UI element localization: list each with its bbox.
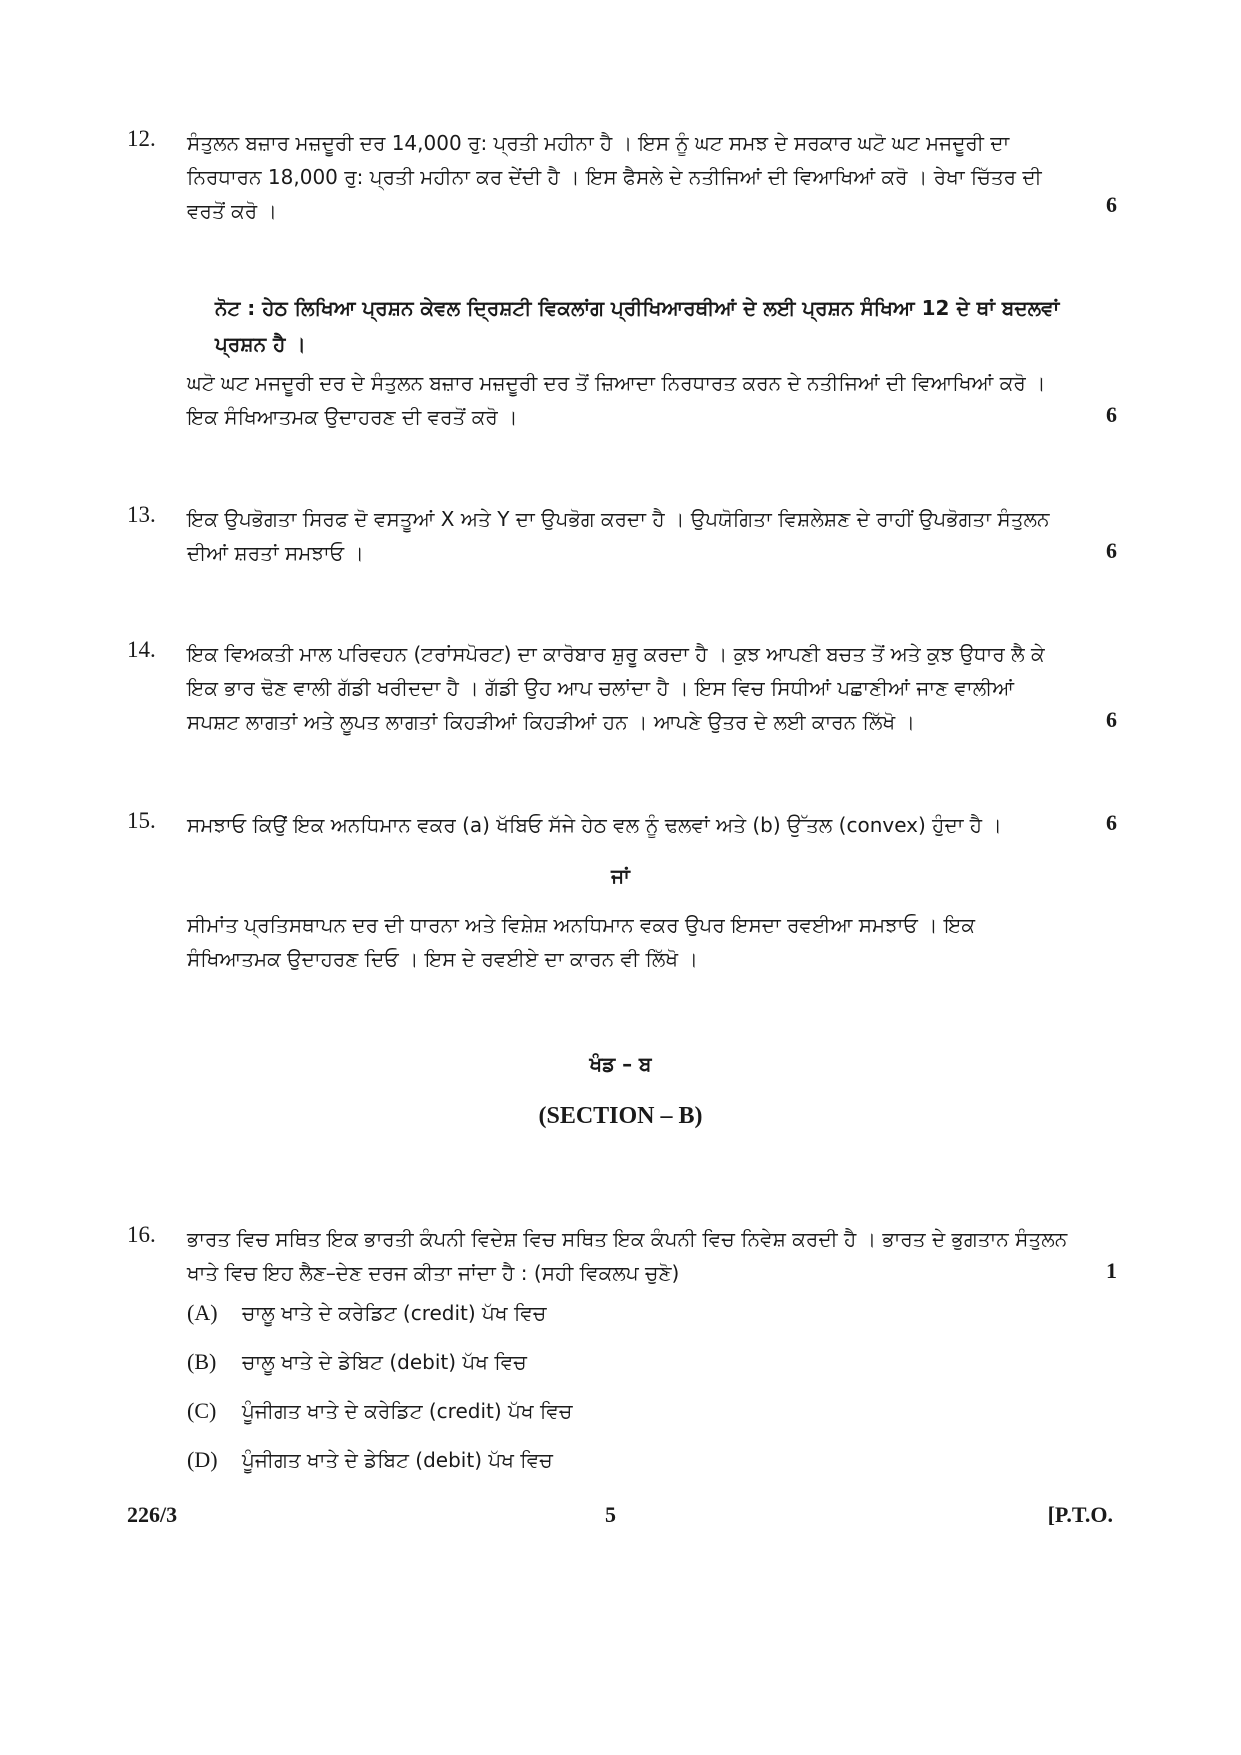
question-text: ਭਾਰਤ ਵਿਚ ਸਥਿਤ ਇਕ ਭਾਰਤੀ ਕੰਪਨੀ ਵਿਦੇਸ਼ ਵਿਚ ਸਥਿਤ ਇਕ ਕੰਪਨੀ ਵਿਚ ਨਿਵੇਸ਼ ਕਰਦੀ ਹੈ । ਭਾਰਤ ਦੇ ਭੁਗਤਾਨ ਸੰਤੁਲਨ ਖਾਤੇ ਵਿਚ ਇਹ ਲੈਣ–ਦੇਣ ਦਰਜ ਕੀਤਾ ਜਾਂਦਾ ਹੈ : (ਸਹੀ ਵਿਕਲਪ ਚੁਣੋ) — [187, 1227, 1068, 1285]
or-label: ਜਾਂ — [611, 864, 630, 888]
note-label: ਨੋਟ : — [215, 296, 256, 320]
option-letter: (A) — [187, 1300, 218, 1325]
option-text: ਪੂੰਜੀਗਤ ਖਾਤੇ ਦੇ ਕਰੇਡਿਟ (credit) ਪੱਖ ਵਿਚ — [242, 1399, 573, 1423]
question-15-alternative-text: ਸੀਮਾਂਤ ਪ੍ਰਤਿਸਥਾਪਨ ਦਰ ਦੀ ਧਾਰਨਾ ਅਤੇ ਵਿਸ਼ੇਸ਼ ਅਨਧਿਮਾਨ ਵਕਰ ਉਪਰ ਇਸਦਾ ਰਵਈਆ ਸਮਝਾਓ । ਇਕ ਸੰਖਿਆਤਮਕ ਉਦਾਹਰਣ ਦਿਓ । ਇਸ ਦੇ ਰਵਈਏ ਦਾ ਕਾਰਨ ਵੀ ਲਿੱਖੋ । — [187, 913, 976, 971]
please-turn-over: [P.T.O. — [1047, 1502, 1113, 1527]
option-text: ਚਾਲੂ ਖਾਤੇ ਦੇ ਡੇਬਿਟ (debit) ਪੱਖ ਵਿਚ — [242, 1350, 527, 1374]
note-text — [215, 290, 1075, 362]
question-marks: 6 — [1106, 192, 1117, 217]
question-number: 15. — [127, 808, 156, 833]
option-a — [187, 1300, 546, 1326]
option-d — [187, 1447, 553, 1473]
question-text: ਇਕ ਵਿਅਕਤੀ ਮਾਲ ਪਰਿਵਹਨ (ਟਰਾਂਸਪੋਰਟ) ਦਾ ਕਾਰੋਬਾਰ ਸ਼ੁਰੂ ਕਰਦਾ ਹੈ । ਕੁਝ ਆਪਣੀ ਬਚਤ ਤੋਂ ਅਤੇ ਕੁਝ ਉਧਾਰ ਲੈ ਕੇ ਇਕ ਭਾਰ ਢੋਣ ਵਾਲੀ ਗੱਡੀ ਖਰੀਦਦਾ ਹੈ । ਗੱਡੀ ਉਹ ਆਪ ਚਲਾਂਦਾ ਹੈ । ਇਸ ਵਿਚ ਸਿਧੀਆਂ ਪਛਾਣੀਆਂ ਜਾਣ ਵਾਲੀਆਂ ਸਪਸ਼ਟ ਲਾਗਤਾਂ ਅਤੇ ਲੂਪਤ ਲਾਗਤਾਂ ਕਿਹੜੀਆਂ ਕਿਹੜੀਆਂ ਹਨ । ਆਪਣੇ ਉਤਰ ਦੇ ਲਈ ਕਾਰਨ ਲਿੱਖੋ । — [187, 642, 1045, 734]
question-marks: 6 — [1106, 810, 1117, 835]
question-14 — [127, 637, 1117, 747]
question-text: ਇਕ ਉਪਭੋਗਤਾ ਸਿਰਫ ਦੋ ਵਸਤੂਆਂ X ਅਤੇ Y ਦਾ ਉਪਭੋਗ ਕਰਦਾ ਹੈ । ਉਪਯੋਗਿਤਾ ਵਿਸ਼ਲੇਸ਼ਣ ਦੇ ਰਾਹੀਂ ਉਪਭੋਗਤਾ ਸੰਤੁਲਨ ਦੀਆਂ ਸ਼ਰਤਾਂ ਸਮਝਾਓ । — [187, 507, 1050, 565]
option-letter: (B) — [187, 1349, 217, 1374]
section-heading-punjabi: ਖੰਡ – ਬ — [589, 1052, 652, 1076]
option-b — [187, 1349, 527, 1375]
question-number: 12. — [127, 126, 156, 151]
question-marks: 6 — [1106, 538, 1117, 563]
option-c — [187, 1398, 572, 1424]
question-text: ਸਮਝਾਓ ਕਿਉਂ ਇਕ ਅਨਧਿਮਾਨ ਵਕਰ (a) ਖੱਬਿਓ ਸੱਜੇ ਹੇਠ ਵਲ ਨੂੰ ਢਲਵਾਂ ਅਤੇ (b) ਉੱਤਲ (convex) ਹੁੰਦਾ ਹੈ । — [187, 813, 1002, 837]
note-body: ਹੇਠ ਲਿਖਿਆ ਪ੍ਰਸ਼ਨ ਕੇਵਲ ਦ੍ਰਿਸ਼ਟੀ ਵਿਕਲਾਂਗ ਪ੍ਰੀਖਿਆਰਥੀਆਂ ਦੇ ਲਈ ਪ੍ਰਸ਼ਨ ਸੰਖਿਆ 12 ਦੇ ਥਾਂ ਬਦਲਵਾਂ ਪ੍ਰਸ਼ਨ ਹੈ । — [215, 296, 1060, 356]
question-number: 16. — [127, 1222, 156, 1247]
note — [180, 290, 1080, 370]
question-12-alternative-text: ਘਟੋ ਘਟ ਮਜਦੂਰੀ ਦਰ ਦੇ ਸੰਤੁਲਨ ਬਜ਼ਾਰ ਮਜ਼ਦੂਰੀ ਦਰ ਤੋਂ ਜ਼ਿਆਦਾ ਨਿਰਧਾਰਤ ਕਰਨ ਦੇ ਨਤੀਜਿਆਂ ਦੀ ਵਿਆਖਿਆਂ ਕਰੋ । ਇਕ ਸੰਖਿਆਤਮਕ ਉਦਾਹਰਣ ਦੀ ਵਰਤੋਂ ਕਰੋ । — [187, 371, 1046, 429]
question-marks: 1 — [1106, 1258, 1117, 1283]
question-marks: 6 — [1106, 707, 1117, 732]
option-text: ਚਾਲੂ ਖਾਤੇ ਦੇ ਕਰੇਡਿਟ (credit) ਪੱਖ ਵਿਚ — [242, 1301, 547, 1325]
option-text: ਪੂੰਜੀਗਤ ਖਾਤੇ ਦੇ ਡੇਬਿਟ (debit) ਪੱਖ ਵਿਚ — [242, 1448, 553, 1472]
question-15 — [127, 808, 1117, 848]
question-12 — [127, 126, 1117, 236]
paper-code: 226/3 — [127, 1502, 178, 1527]
option-letter: (D) — [187, 1447, 218, 1472]
question-number: 13. — [127, 502, 156, 527]
page-number: 5 — [605, 1502, 616, 1527]
question-13 — [127, 502, 1117, 582]
question-12-alternative-marks: 6 — [1106, 402, 1117, 427]
section-heading-english: (SECTION – B) — [538, 1103, 703, 1129]
question-number: 14. — [127, 637, 156, 662]
option-letter: (C) — [187, 1398, 217, 1423]
question-16 — [127, 1222, 1117, 1302]
question-text: ਸੰਤੁਲਨ ਬਜ਼ਾਰ ਮਜ਼ਦੂਰੀ ਦਰ 14,000 ਰੁ: ਪ੍ਰਤੀ ਮਹੀਨਾ ਹੈ । ਇਸ ਨੂੰ ਘਟ ਸਮਝ ਦੇ ਸਰਕਾਰ ਘਟੋ ਘਟ ਮਜਦੂਰੀ ਦਾ ਨਿਰਧਾਰਨ 18,000 ਰੁ: ਪ੍ਰਤੀ ਮਹੀਨਾ ਕਰ ਦੇਂਦੀ ਹੈ । ਇਸ ਫੈਸਲੇ ਦੇ ਨਤੀਜਿਆਂ ਦੀ ਵਿਆਖਿਆਂ ਕਰੋ । ਰੇਖਾ ਚਿੱਤਰ ਦੀ ਵਰਤੋਂ ਕਰੋ । — [187, 131, 1042, 223]
